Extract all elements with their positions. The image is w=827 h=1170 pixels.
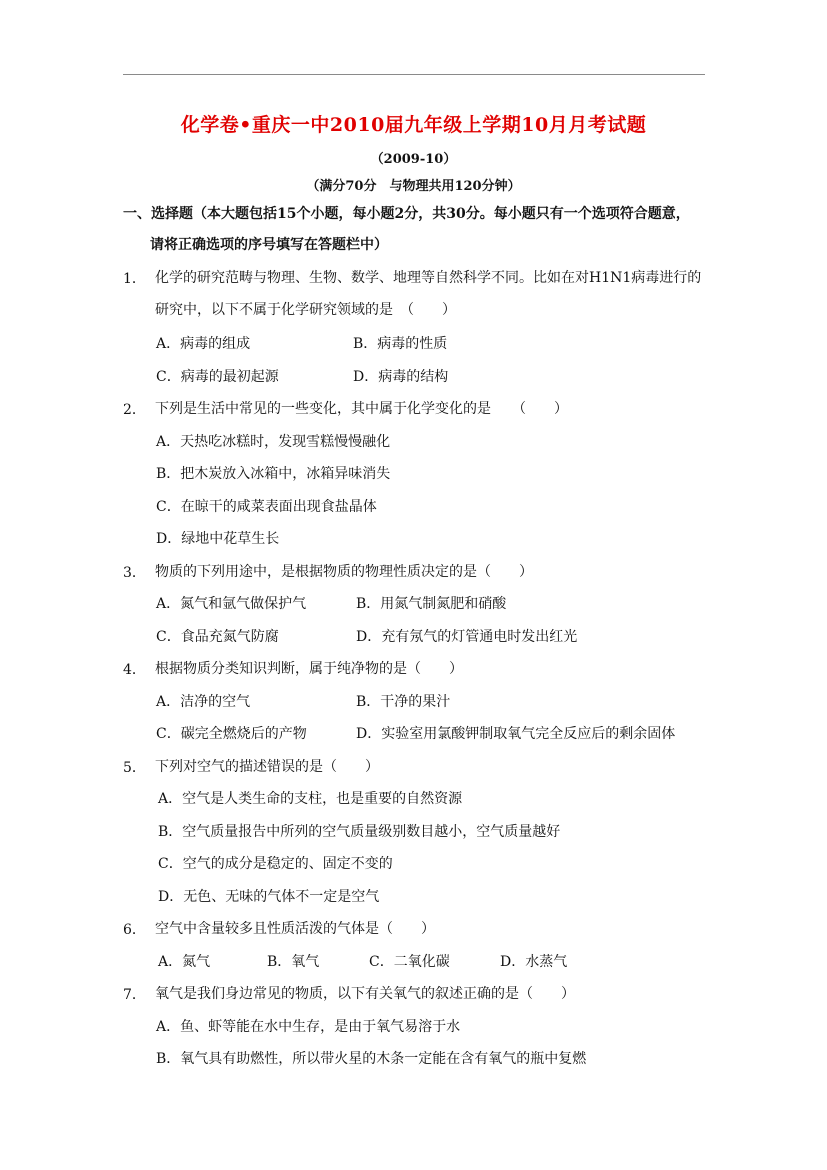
- answer-option: A．空气是人类生命的支柱，也是重要的自然资源: [158, 791, 463, 807]
- answer-option: C．食品充氮气防腐: [156, 629, 279, 645]
- header-rule: [123, 74, 705, 75]
- answer-option: B．把木炭放入冰箱中，冰箱异味消失: [156, 466, 391, 482]
- question-number: 5．: [123, 760, 146, 776]
- question-stem: 氧气是我们身边常见的物质，以下有关氧气的叙述正确的是（ ）: [155, 986, 575, 1002]
- question-number: 1．: [123, 271, 146, 287]
- answer-option: C．在晾干的咸菜表面出现食盐晶体: [156, 499, 377, 515]
- question-number: 2．: [123, 402, 146, 418]
- answer-option: B．氧气具有助燃性，所以带火星的木条一定能在含有氧气的瓶中复燃: [156, 1051, 587, 1067]
- answer-option: C．病毒的最初起源: [156, 369, 279, 385]
- answer-option: A．氮气和氩气做保护气: [156, 596, 307, 612]
- question-number: 3．: [123, 565, 146, 581]
- question-stem: 空气中含量较多且性质活泼的气体是（ ）: [155, 921, 435, 937]
- answer-option: A．氮气: [158, 954, 211, 970]
- answer-option: A．鱼、虾等能在水中生存，是由于氧气易溶于水: [156, 1019, 461, 1035]
- section-heading-line2: 请将正确选项的序号填写在答题栏中）: [150, 237, 388, 253]
- answer-option: C．空气的成分是稳定的、固定不变的: [158, 856, 393, 872]
- answer-option: C．二氧化碳: [369, 954, 450, 970]
- answer-option: D．病毒的结构: [353, 369, 449, 385]
- question-stem: 下列是生活中常见的一些变化，其中属于化学变化的是 （ ）: [155, 401, 568, 417]
- answer-option: D．实验室用氯酸钾制取氧气完全反应后的剩余固体: [356, 726, 676, 742]
- answer-option: A．病毒的组成: [156, 336, 251, 352]
- question-stem: 化学的研究范畴与物理、生物、数学、地理等自然科学不同。比如在对H1N1病毒进行的: [155, 270, 702, 286]
- question-stem: 根据物质分类知识判断，属于纯净物的是（ ）: [155, 661, 463, 677]
- answer-option: B．氧气: [267, 954, 320, 970]
- answer-option: B．用氮气制氮肥和硝酸: [356, 596, 507, 612]
- exam-date: （2009-10）: [370, 152, 457, 167]
- answer-option: D．充有氖气的灯管通电时发出红光: [356, 629, 578, 645]
- answer-option: D．绿地中花草生长: [156, 531, 280, 547]
- answer-option: D．无色、无味的气体不一定是空气: [158, 889, 380, 905]
- answer-option: A．天热吃冰糕时，发现雪糕慢慢融化: [156, 434, 391, 450]
- question-stem: 物质的下列用途中，是根据物质的物理性质决定的是（ ）: [155, 564, 533, 580]
- answer-option: C．碳完全燃烧后的产物: [156, 726, 307, 742]
- question-stem: 下列对空气的描述错误的是（ ）: [155, 759, 379, 775]
- section-heading-line1: 一、选择题（本大题包括15个小题，每小题2分，共30分。每小题只有一个选项符合题意，: [123, 206, 690, 222]
- answer-option: A．洁净的空气: [156, 694, 251, 710]
- question-number: 4．: [123, 662, 146, 678]
- answer-option: B．病毒的性质: [353, 336, 448, 352]
- score-note: （满分70分 与物理共用120分钟）: [306, 179, 521, 194]
- question-number: 6．: [123, 922, 146, 938]
- answer-option: B．空气质量报告中所列的空气质量级别数目越小，空气质量越好: [158, 824, 561, 840]
- answer-option: B．干净的果汁: [356, 694, 451, 710]
- page-title: 化学卷•重庆一中2010届九年级上学期10月月考试题: [180, 114, 647, 136]
- question-number: 7．: [123, 987, 146, 1003]
- answer-option: D．水蒸气: [500, 954, 568, 970]
- question-stem: 研究中，以下不属于化学研究领域的是 （ ）: [155, 302, 456, 318]
